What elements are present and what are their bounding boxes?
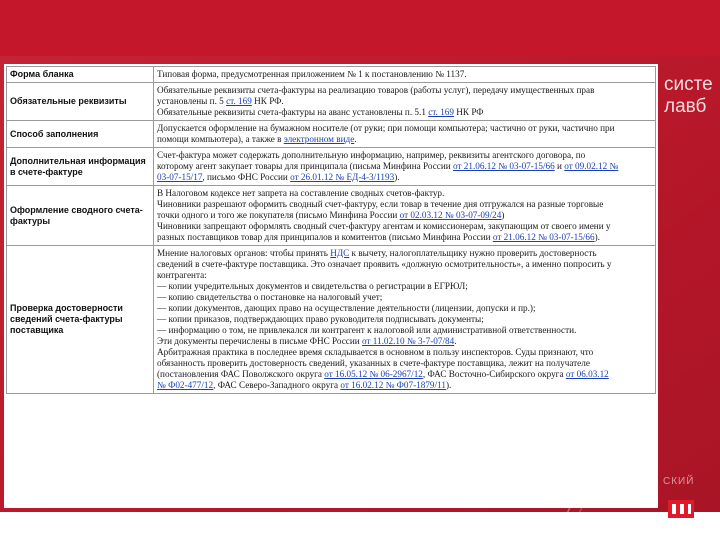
reference-link[interactable]: ст. 169 xyxy=(428,107,454,117)
reference-link[interactable]: от 16.02.12 № Ф07-1879/11 xyxy=(340,380,446,390)
text-segment: (постановления ФАС Поволжского округа xyxy=(157,369,325,379)
content-line xyxy=(157,281,652,292)
text-segment: Арбитражная практика в последнее время складывается в основном в пользу инспекторов. Суды признают, что xyxy=(157,347,594,357)
content-line xyxy=(157,69,652,80)
content-line xyxy=(157,172,652,183)
content-line xyxy=(157,188,652,199)
text-segment: Мнение налоговых органов: чтобы принять xyxy=(157,248,331,258)
text-segment: которому агент закупает товары для принципала (письма Минфина России xyxy=(157,161,454,171)
text-segment: обязанность проверить достоверность сведений, указанных в счете-фактуре поставщика, лежит на получателе xyxy=(157,358,590,368)
text-segment: — копии документов, дающих право на осуществление деятельности (лицензии, допуски и пр.); xyxy=(157,303,536,313)
text-segment: Типовая форма, предусмотренная приложением № 1 к постановлению № 1137. xyxy=(157,69,467,79)
content-line xyxy=(157,347,652,358)
row-label: Способ заполнения xyxy=(7,121,154,148)
content-line xyxy=(157,210,652,221)
reference-link[interactable]: от 21.06.12 № 03-07-15/66 xyxy=(453,161,555,171)
table-row xyxy=(7,67,656,83)
row-label: Дополнительная информация в счете-фактуре xyxy=(7,148,154,186)
text-segment: помощи компьютера), а также в xyxy=(157,134,284,144)
reference-link[interactable]: от 26.01.12 № ЕД-4-3/1193 xyxy=(290,172,395,182)
row-content xyxy=(154,148,656,186)
content-line xyxy=(157,292,652,303)
top-band xyxy=(0,0,720,56)
table-row xyxy=(7,186,656,246)
row-content xyxy=(154,121,656,148)
reference-link[interactable]: от 02.03.12 № 03-07-09/24 xyxy=(399,210,502,220)
reference-link[interactable]: от 06.03.12 xyxy=(565,369,609,379)
row-label: Оформление сводного счета-фактуры xyxy=(7,186,154,246)
reference-link[interactable]: ст. 169 xyxy=(226,96,252,106)
text-segment: сведений в счете-фактуре поставщика. Это означает проявить «должную осмотрительность», а именно попросить у xyxy=(157,259,612,269)
table-row xyxy=(7,121,656,148)
content-line xyxy=(157,369,652,380)
text-segment: ). xyxy=(445,380,452,390)
document-table-image xyxy=(4,64,658,508)
content-line xyxy=(157,96,652,107)
text-segment: Эти документы перечислены в письме ФНС России xyxy=(157,336,362,346)
reference-link[interactable]: 03-07-15/17 xyxy=(157,172,203,182)
content-line xyxy=(157,107,652,118)
text-segment: — копии учредительных документов и свидетельства о регистрации в ЕГРЮЛ; xyxy=(157,281,468,291)
row-content xyxy=(154,186,656,246)
side-title-line-2: лавб xyxy=(664,96,707,117)
text-segment: Счет-фактура может содержать дополнительную информацию, например, реквизиты агентского договора, по xyxy=(157,150,586,160)
text-segment: точки одного и того же покупателя (письмо Минфина России xyxy=(157,210,400,220)
reference-link[interactable]: от 09.02.12 № xyxy=(564,161,619,171)
reference-link[interactable]: № Ф02-477/12 xyxy=(157,380,214,390)
row-label: Проверка достоверности сведений счета-фактуры поставщика xyxy=(7,246,154,394)
text-segment: установлены п. 5 xyxy=(157,96,227,106)
text-segment: разных поставщиков товар для принципалов и комитентов (письмо Минфина России xyxy=(157,232,493,242)
content-line xyxy=(157,232,652,243)
text-segment: контрагента: xyxy=(157,270,207,280)
text-segment: Обязательные реквизиты счета-фактуры на аванс установлены п. 5.1 xyxy=(157,107,429,117)
text-segment: , письмо ФНС России xyxy=(202,172,291,182)
text-segment: НК РФ. xyxy=(251,96,284,106)
reference-link[interactable]: от 11.02.10 № 3-7-07/84 xyxy=(362,336,455,346)
content-line xyxy=(157,85,652,96)
content-line xyxy=(157,199,652,210)
content-line xyxy=(157,221,652,232)
text-segment: ). xyxy=(394,172,400,182)
content-line xyxy=(157,380,652,391)
side-title-line-1: систе xyxy=(664,74,713,95)
row-label: Обязательные реквизиты xyxy=(7,83,154,121)
table-row xyxy=(7,246,656,394)
text-segment: ) xyxy=(501,210,505,220)
reference-link[interactable]: НДС xyxy=(330,248,350,258)
text-segment: Чиновники разрешают оформить сводный счет-фактуру, если товар в течение дня отгружался на разные торговые xyxy=(157,199,604,209)
table-row xyxy=(7,148,656,186)
text-segment: . xyxy=(354,134,357,144)
row-content xyxy=(154,246,656,394)
content-line xyxy=(157,248,652,259)
text-segment: Допускается оформление на бумажном носителе (от руки; при помощи компьютера; частично от руки, частично при xyxy=(157,123,615,133)
content-line xyxy=(157,336,652,347)
content-line xyxy=(157,123,652,134)
content-line xyxy=(157,161,652,172)
text-segment: Чиновники запрещают оформлять сводный счет-фактуру агентам и комиссионерам, закупающим от своего имени у xyxy=(157,221,611,231)
text-segment: , ФАС Восточно-Сибирского округа xyxy=(422,369,566,379)
content-line xyxy=(157,325,652,336)
invoice-requirements-table xyxy=(6,66,656,394)
content-line xyxy=(157,134,652,145)
text-segment: , ФАС Северо-Западного округа xyxy=(213,380,341,390)
row-label: Форма бланка xyxy=(7,67,154,83)
reference-link[interactable]: от 16.05.12 № 06-2967/12 xyxy=(324,369,423,379)
reference-link[interactable]: электронном виде xyxy=(283,134,355,144)
row-content xyxy=(154,67,656,83)
reference-link[interactable]: от 21.06.12 № 03-07-15/66 xyxy=(492,232,595,242)
text-segment: — информацию о том, не привлекался ли контрагент к налоговой или административной ответственности. xyxy=(157,325,577,335)
content-line xyxy=(157,259,652,270)
logo-caption: СКИЙ xyxy=(663,476,695,487)
text-segment: — копии приказов, подтверждающих право руководителя подписывать документы; xyxy=(157,314,484,324)
text-segment: — копию свидетельства о постановке на налоговый учет; xyxy=(157,292,383,302)
text-segment: к вычету, налогоплательщику нужно проверить достоверность xyxy=(349,248,597,258)
content-line xyxy=(157,314,652,325)
content-line xyxy=(157,303,652,314)
row-content xyxy=(154,83,656,121)
text-segment: НК РФ xyxy=(454,107,484,117)
content-line xyxy=(157,150,652,161)
text-segment: . xyxy=(454,336,457,346)
content-line xyxy=(157,358,652,369)
text-segment: и xyxy=(554,161,565,171)
table-row xyxy=(7,83,656,121)
text-segment: ). xyxy=(594,232,600,242)
text-segment: В Налоговом кодексе нет запрета на составление сводных счетов-фактур. xyxy=(157,188,445,198)
content-line xyxy=(157,270,652,281)
text-segment: Обязательные реквизиты счета-фактуры на реализацию товаров (работы услуг), передачу имущественных прав xyxy=(157,85,595,95)
